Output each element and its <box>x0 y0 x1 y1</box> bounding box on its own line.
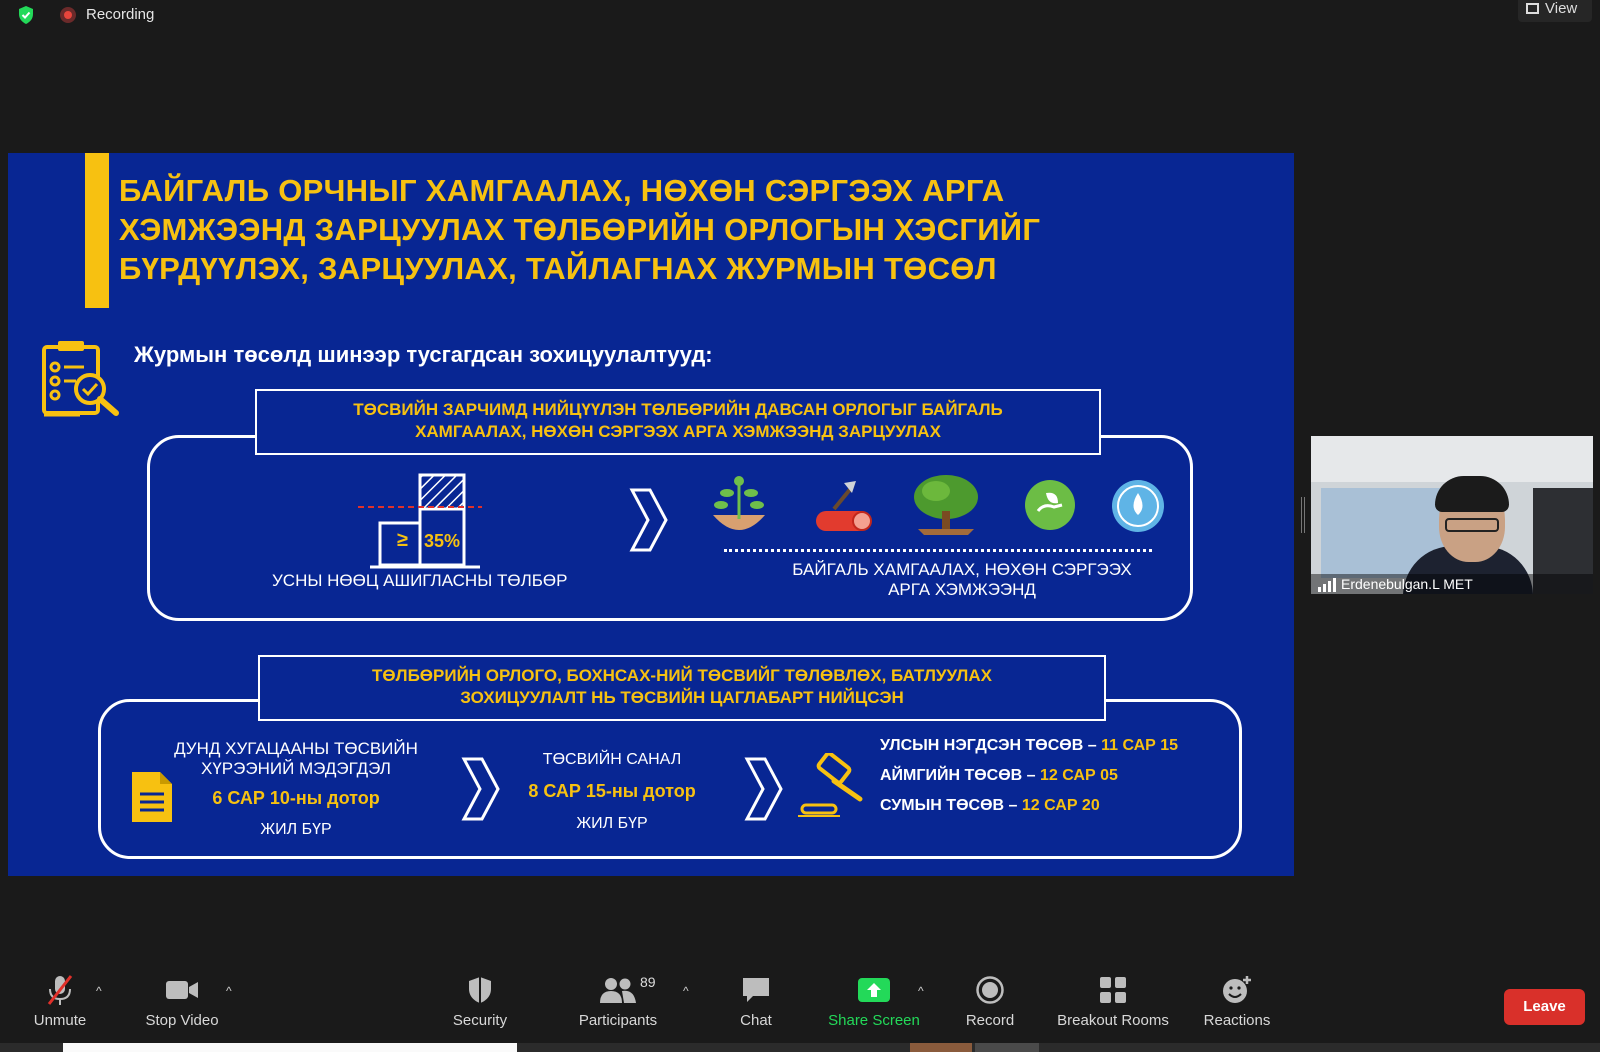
participants-options-caret[interactable]: ^ <box>683 984 689 998</box>
security-button[interactable] <box>440 970 520 1029</box>
slide-title-line: ХЭМЖЭЭНД ЗАРЦУУЛАХ ТӨЛБӨРИЙН ОРЛОГЫН ХЭСГИЙГ <box>119 212 1041 247</box>
reactions-smiley-icon <box>1221 975 1253 1005</box>
leave-button[interactable]: Leave <box>1504 989 1585 1025</box>
measures-dotted-line <box>724 549 1152 552</box>
slide-title-line: БҮРДҮҮЛЭХ, ЗАРЦУУЛАХ, ТАЙЛАГНАХ ЖУРМЫН ТӨСӨЛ <box>119 251 997 286</box>
step1-deadline: 6 САР 10-ны дотор <box>212 788 380 808</box>
budget-row <box>880 767 1250 797</box>
slide-subtitle: Журмын төсөлд шинээр тусгагдсан зохицуулалтууд: <box>134 342 713 367</box>
clipboard-check-icon <box>40 339 122 419</box>
budget-date: 11 САР 15 <box>1101 737 1179 754</box>
breakout-rooms-button[interactable] <box>1050 970 1176 1029</box>
step1-label-line: ДУНД ХУГАЦААНЫ ТӨСВИЙН <box>174 739 418 758</box>
participant-video-tile[interactable] <box>1311 436 1593 594</box>
measures-label-line: БАЙГАЛЬ ХАМГААЛАХ, НӨХӨН СЭРГЭЭХ <box>792 560 1132 579</box>
reactions-button[interactable] <box>1196 970 1278 1029</box>
participant-glasses <box>1445 518 1499 532</box>
taskbar-segment <box>910 1043 972 1052</box>
panel-resize-handle[interactable] <box>1301 497 1305 533</box>
breakout-rooms-label: Breakout Rooms <box>1057 1012 1169 1029</box>
title-accent-bar <box>85 153 109 308</box>
security-shield-icon <box>467 975 493 1005</box>
participants-icon <box>600 977 636 1003</box>
budget-label: АЙМГИЙН ТӨСӨВ – <box>880 767 1041 784</box>
participant-hair <box>1435 476 1509 512</box>
view-button[interactable] <box>1518 0 1592 22</box>
gavel-icon <box>798 753 866 819</box>
box2-header-line: ЗОХИЦУУЛАЛТ НЬ ТӨСВИЙН ЦАГЛАБАРТ НИЙЦСЭН <box>460 688 904 707</box>
budget-label: СУМЫН ТӨСӨВ – <box>880 797 1022 814</box>
chat-label: Chat <box>740 1012 772 1029</box>
record-label: Record <box>965 1012 1015 1029</box>
budget-date: 12 САР 05 <box>1040 767 1118 784</box>
eco-hand-leaf-icon <box>1024 479 1076 531</box>
step2-deadline: 8 САР 15-ны дотор <box>528 781 696 801</box>
view-label: View <box>1545 0 1578 17</box>
step2-frequency: ЖИЛ БҮР <box>576 815 648 832</box>
chat-button[interactable] <box>726 970 786 1029</box>
participants-button[interactable] <box>566 970 670 1029</box>
share-screen-button[interactable] <box>822 970 926 1029</box>
step1-frequency: ЖИЛ БҮР <box>260 821 332 838</box>
recording-label[interactable]: Recording <box>86 6 155 23</box>
record-icon <box>976 976 1004 1004</box>
box1-header-line: ТӨСВИЙН ЗАРЧИМД НИЙЦҮҮЛЭН ТӨЛБӨРИЙН ДАВСАН ОРЛОГЫГ БАЙГАЛЬ <box>353 400 1003 419</box>
box1-header <box>255 389 1101 455</box>
chevron-right-icon <box>628 488 668 552</box>
budget-date: 12 САР 20 <box>1021 797 1100 814</box>
budget-row <box>880 737 1250 767</box>
chat-bubble-icon <box>741 976 771 1004</box>
percent-label: 35% <box>424 531 461 551</box>
taskbar-segment <box>63 1043 517 1052</box>
chevron-right-icon <box>743 757 783 821</box>
meeting-toolbar <box>0 970 1600 1042</box>
video-options-caret[interactable]: ^ <box>226 984 232 998</box>
measures-label-line: АРГА ХЭМЖЭЭНД <box>888 580 1036 599</box>
share-screen-label: Share Screen <box>828 1012 920 1029</box>
taskbar-strip <box>0 1043 1600 1052</box>
stop-video-label: Stop Video <box>145 1012 219 1029</box>
unmute-label: Unmute <box>33 1012 87 1029</box>
water-drop-icon <box>1111 479 1165 533</box>
box2-header <box>258 655 1106 721</box>
signal-strength-icon <box>1318 578 1336 592</box>
box1-header-line: ХАМГААЛАХ, НӨХӨН СЭРГЭЭХ АРГА ХЭМЖЭЭНД ЗАРЦУУЛАХ <box>415 422 941 441</box>
budget-row <box>880 797 1250 827</box>
share-screen-icon <box>858 978 890 1002</box>
seedling-icon <box>703 475 775 537</box>
participants-label: Participants <box>578 1012 658 1029</box>
shared-screen-slide <box>8 153 1294 876</box>
microphone-muted-icon <box>47 974 73 1006</box>
slide-title <box>119 171 1159 288</box>
reactions-label: Reactions <box>1203 1012 1271 1029</box>
step1-label-line: ХҮРЭЭНИЙ МЭДЭГДЭЛ <box>201 759 391 778</box>
logging-axe-icon <box>812 479 878 535</box>
slide-title-line: БАЙГАЛЬ ОРЧНЫГ ХАМГААЛАХ, НӨХӨН СЭРГЭЭХ АРГА <box>119 173 1005 208</box>
bar-threshold-icon <box>358 471 482 569</box>
audio-options-caret[interactable]: ^ <box>96 984 102 998</box>
video-background-ceiling <box>1311 436 1593 482</box>
encryption-shield-icon[interactable] <box>16 5 36 25</box>
ge-symbol: ≥ <box>397 529 408 551</box>
participant-name: Erdenebulgan.L MET <box>1311 574 1593 594</box>
meeting-top-bar <box>0 0 1600 30</box>
step2-label: ТӨСВИЙН САНАЛ <box>542 751 682 768</box>
record-button[interactable] <box>955 970 1025 1029</box>
taskbar-segment <box>975 1043 1039 1052</box>
budget-label: УЛСЫН НЭГДСЭН ТӨСӨВ – <box>880 737 1102 754</box>
breakout-rooms-icon <box>1099 976 1127 1004</box>
video-camera-icon <box>165 979 199 1001</box>
security-label: Security <box>452 1012 508 1029</box>
recording-icon <box>60 7 76 23</box>
grid-view-icon <box>1526 3 1539 14</box>
box2-header-line: ТӨЛБӨРИЙН ОРЛОГО, БОХНСАХ-НИЙ ТӨСВИЙГ ТӨЛӨВЛӨХ, БАТЛУУЛАХ <box>372 666 992 685</box>
tree-icon <box>908 471 984 537</box>
step1-label <box>168 739 424 779</box>
stop-video-button[interactable] <box>132 970 232 1029</box>
unmute-button[interactable] <box>20 970 100 1029</box>
budget-deadlines <box>880 737 1250 827</box>
measures-label <box>768 560 1156 600</box>
share-options-caret[interactable]: ^ <box>918 984 924 998</box>
water-fee-label: УСНЫ НӨӨЦ АШИГЛАСНЫ ТӨЛБӨР <box>272 571 568 590</box>
participants-count: 89 <box>640 974 656 990</box>
